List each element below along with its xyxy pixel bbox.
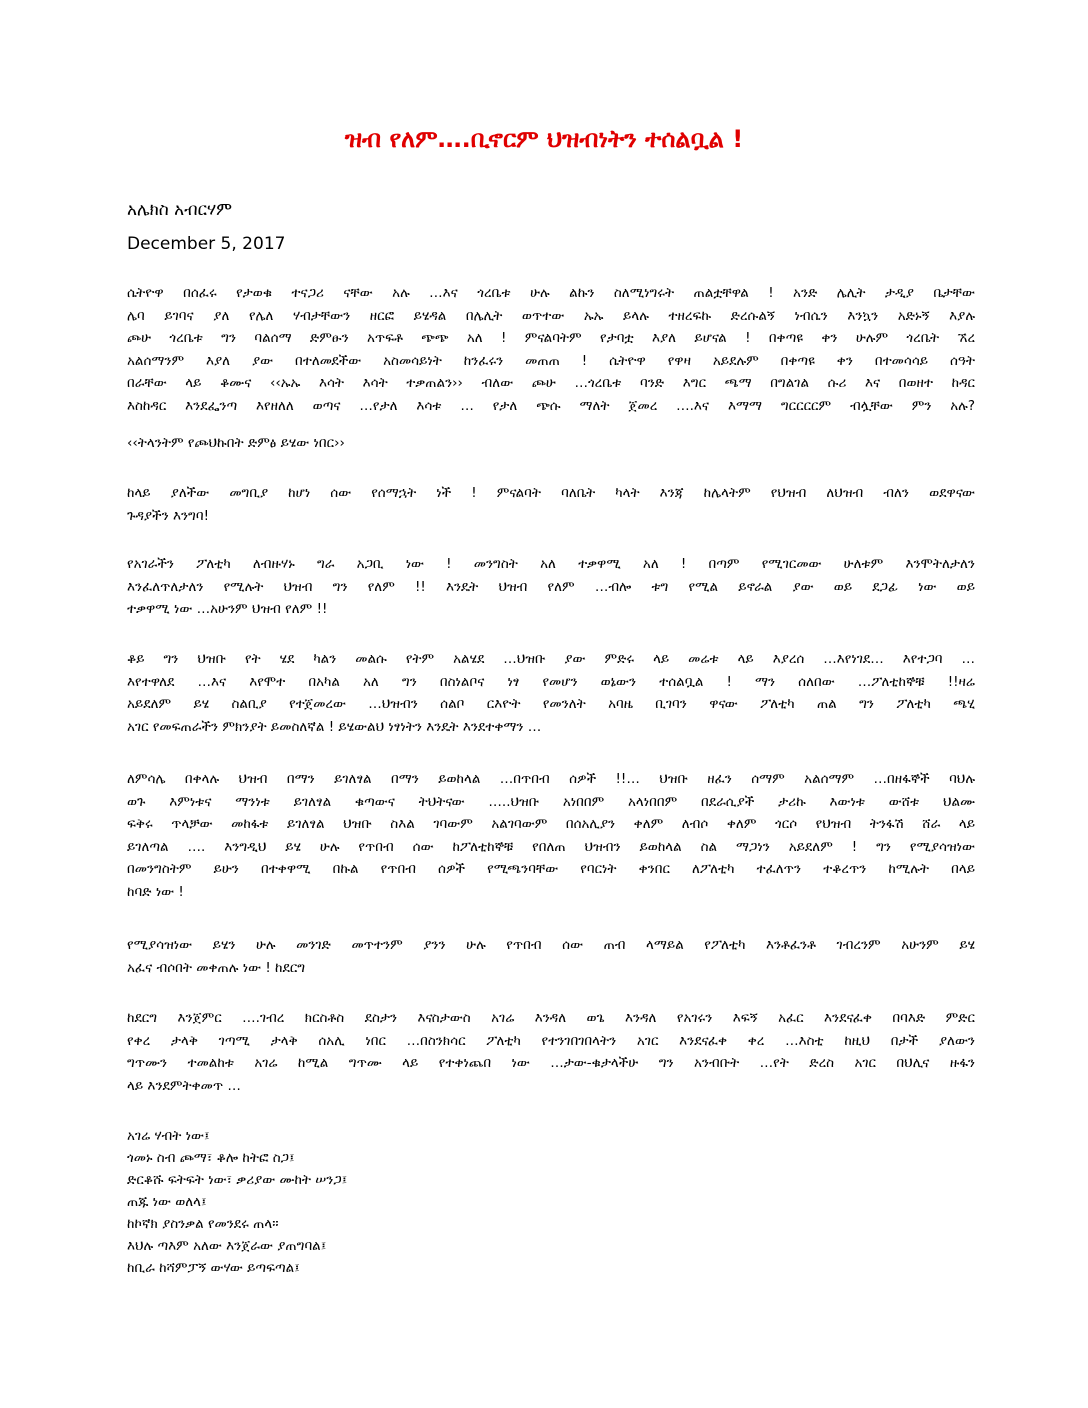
paragraph-line: ከደርግ እንጀምር ….ገብረ ክርስቶስ ደስታን እናስታውስ አገሬ እንዳለ ወጌ እንዳለ የአገሩን እፍኝ አፈር እንደናፈቀ በባእድ ምድር <box>127 1010 975 1026</box>
paragraph-intro-story <box>127 282 975 417</box>
paragraph-line: አይደለም ይሄ ስልቢያ የተጀመረው …ህዝብን ሰልቦ ርእዮት የመንለት አባዜ ቢገባን ዋናው ፖለቲካ ጠል ግን ፖለቲካ ጫሂ <box>127 696 975 712</box>
paragraph-line: ጉዳያችን እንግባ! <box>127 507 210 524</box>
paragraph-line: ከላይ ያለችው መግቢያ ከሆነ ሰው የሰማኋት ነች ! ምናልባት ባለቤት ካላት እንጃ ከሌላትም የህዝብ ለህዝብ ብለን ወደዋናው <box>127 485 975 501</box>
paragraph-line: ቆይ ግን ህዝቡ የት ሄደ ካልን መልሱ የትም አልሄደ …ህዝቡ ያው ምድሩ ላይ መሬቱ ላይ እያረሰ …እየነገደ… እየተጋባ … <box>127 651 975 667</box>
publication-date: December 5, 2017 <box>127 234 286 254</box>
paragraph-line: ለምሳሌ በቀላሉ ህዝብ በማን ይገለፃል በማን ይወከላል …በጥበብ ሰዎች !!… ህዝቡ ዘፈን ሰማም አልሰማም …በዘፋኞች ባህሉ <box>127 771 975 787</box>
poem-line: ከኮኛክ ያስንቃል የመንደሩ ጠላ። <box>127 1216 279 1232</box>
paragraph-line: እንፈለጥለታለን የሚሉት ህዝብ ግን የለም !! እንዴት ህዝብ የለም …ብሎ ቱግ የሚል ይኖራል ያው ወይ ደጋፊ ነው ወይ <box>127 578 975 595</box>
author-name: አሌክስ አብርሃም <box>127 200 232 220</box>
paragraph-line: አልሰማንም እያለ ያው በተለመደችው አስመሳይነት ከንፈሩን መጠጠ ! ሴትዮዋ የዋዛ አይደሉም በቀጣዩ ቀን በተመሳሳይ ሰዓት <box>127 352 975 369</box>
paragraph-art-people <box>127 768 975 903</box>
poem-line: ጠጁ ነው ወለላ፤ <box>127 1194 207 1210</box>
paragraph-line: ‹‹ትላንትም የጮህኩበት ድምፅ ይሄው ነበር›› <box>127 435 345 451</box>
paragraph-line: ሌባ ይገባና ያለ የሌለ ሃብታቸውን ዘርፎ ይሄዳል በሌሊት ወጥተው ኡኡ ይላሉ ተዘረፍኩ ድረሱልኝ ነብሴን እንኳን አድኑኝ እያሉ <box>127 307 975 324</box>
paragraph-line: ግጥሙን ተመልከቱ አገሬ ከሚል ግጥሙ ላይ የተቀነጨበ ነው …ታው-ቁታላችሁ ግን አንብቡት …የት ድረስ አገር በህሊና ዙፋን <box>127 1055 975 1071</box>
paragraph-line: በመንግስትም ይሁን በተቀዋሚ በኩል የጥበብ ሰዎች የሚጫንባቸው የባርነት ቀንበር ለፖለቲካ ተፈለጥን ተቆረጥን ከሚሉት በላይ <box>127 861 975 877</box>
paragraph-line: ይገለጣል …. እንግዲህ ይሄ ሁሉ የጥበብ ሰው ከፖለቲከኞቹ የበለጠ ህዝብን ይወከላል ስል ማጋነን አይደለም ! ግን የሚያሳዝነው <box>127 838 975 855</box>
paragraph-line: ተቃዋሚ ነው …አሁንም ህዝብ የለም !! <box>127 601 328 617</box>
paragraph-line: በራቸው ላይ ቆሙና ‹‹ኡኡ እሳት እሳት ተቃጠልን›› ብለው ጮሁ …ጎረቤቱ ባንድ እግር ጫማ በግልገል ሱሪ እና በወዘተ ከዳር <box>127 375 975 391</box>
poem-line: እህሉ ጣእም አለው እንጀራው ያጠግባል፤ <box>127 1238 327 1254</box>
paragraph-where-people <box>127 648 975 738</box>
paragraph-line: የአገራችን ፖለቲካ ለብዙሃኑ ግራ አጋቢ ነው ! መንግስት አለ ተቃዋሚ አለ ! በጣም የሚገርመው ሁለቱም እንሞትለታለን <box>127 556 975 572</box>
paragraph-line: ሴትዮዋ በሰፈሩ የታወቁ ተናጋሪ ናቸው አሉ …እና ጎረቤቱ ሁሉ ልኩን ስለሚነግሩት ጠልቷቸዋል ! አንድ ሌሊት ታዲያ ቤታቸው <box>127 285 975 301</box>
paragraph-derg <box>127 1007 975 1097</box>
document-title: ዝብ የለም….ቢኖርም ህዝብነትን ተሰልቧል ! <box>344 125 744 153</box>
paragraph-line: የቀረ ታላቅ ገጣሚ ታላቅ ሰአሊ ነበር …በስንክሳር ፖለቲካ የተንገበገበላትን አገር እንደናፈቀ ቀረ …እስቲ ከዚህ በታች ያለውን <box>127 1032 975 1049</box>
paragraph-line: አገር የመፍጠራችን ምክንያት ይመስለኛል ! ይሄውልህ ነፃነትን እንዴት እንደተቀማን … <box>127 718 542 735</box>
paragraph-line: ወጉ እምነቱና ማንነቱ ይገለፃል ቁጣውና ትህትናው …..ህዝቡ አነበበም አላነበበም በደራሲያች ታሪኩ እውነቱ ውሸቱ ህልሙ <box>127 793 975 810</box>
paragraph-quote <box>127 432 975 455</box>
poem-line: ከቢራ ከሻምፓኝ ውሃው ይጣፍጣል፤ <box>127 1260 300 1276</box>
poem-excerpt <box>127 1125 347 1279</box>
poem-line: አገሬ ሃብት ነው፤ <box>127 1128 210 1144</box>
paragraph-line: ፍቅሩ ጥላቻው መከፋቱ ይገለፃል ህዝቡ ስእል ገባውም አልገባውም በሰአሊያን ቀለም ለብሶ ቀለም ጎርሶ የህዝብ ትንፋሽ ሸራ ላይ <box>127 816 975 832</box>
paragraph-line: ጮሁ ጎረቤቱ ግን ባልሰማ ድምፁን አጥፍቶ ጭጭ አለ ! ምናልባትም የታባቷ እያለ ይሆናል ! በቀጣዩ ቀን ሁሉም ጎረቤት ኧረ <box>127 330 975 346</box>
poem-line: ጎመኑ ስብ ጮማ፣ ቆሎ ከትፎ ስጋ፤ <box>127 1150 295 1166</box>
paragraph-introduction <box>127 482 975 527</box>
paragraph-line: እየተዋለደ …እና እየሞተ በአካል አለ ግን በስነልቦና ነፃ የመሆን ወኔውን ተሰልቧል ! ማን ሰለበው …ፖለቲከኞቹ !!ዛሬ <box>127 673 975 690</box>
paragraph-line: ከባድ ነው ! <box>127 883 184 900</box>
paragraph-line: አፈና ብሶበት መቀጠሉ ነው ! ከደርግ <box>127 959 306 976</box>
paragraph-line: እስከዳር እንደፌንጣ እየዘለለ ወጣና …የታለ እሳቱ … የታለ ጭሱ ማለት ጀመረ ….እና እማማ ግርርርርም ብሏቸው ምን አሉ? <box>127 397 975 414</box>
paragraph-line: የሚያሳዝነው ይሄን ሁሉ መንገድ መጥተንም ያንን ሁሉ የጥበብ ሰው ጠብ ላማይል የፖለቲካ እንቶፈንቶ ገብረንም አሁንም ይሄ <box>127 937 975 953</box>
paragraph-politics <box>127 553 975 621</box>
paragraph-line: ላይ እንደምትቀመጥ … <box>127 1077 241 1094</box>
poem-line: ድርቆሹ ፍትፍት ነው፣ ቃሪያው ሙከት ሠንጋ፤ <box>127 1172 348 1188</box>
paragraph-sad <box>127 934 975 979</box>
